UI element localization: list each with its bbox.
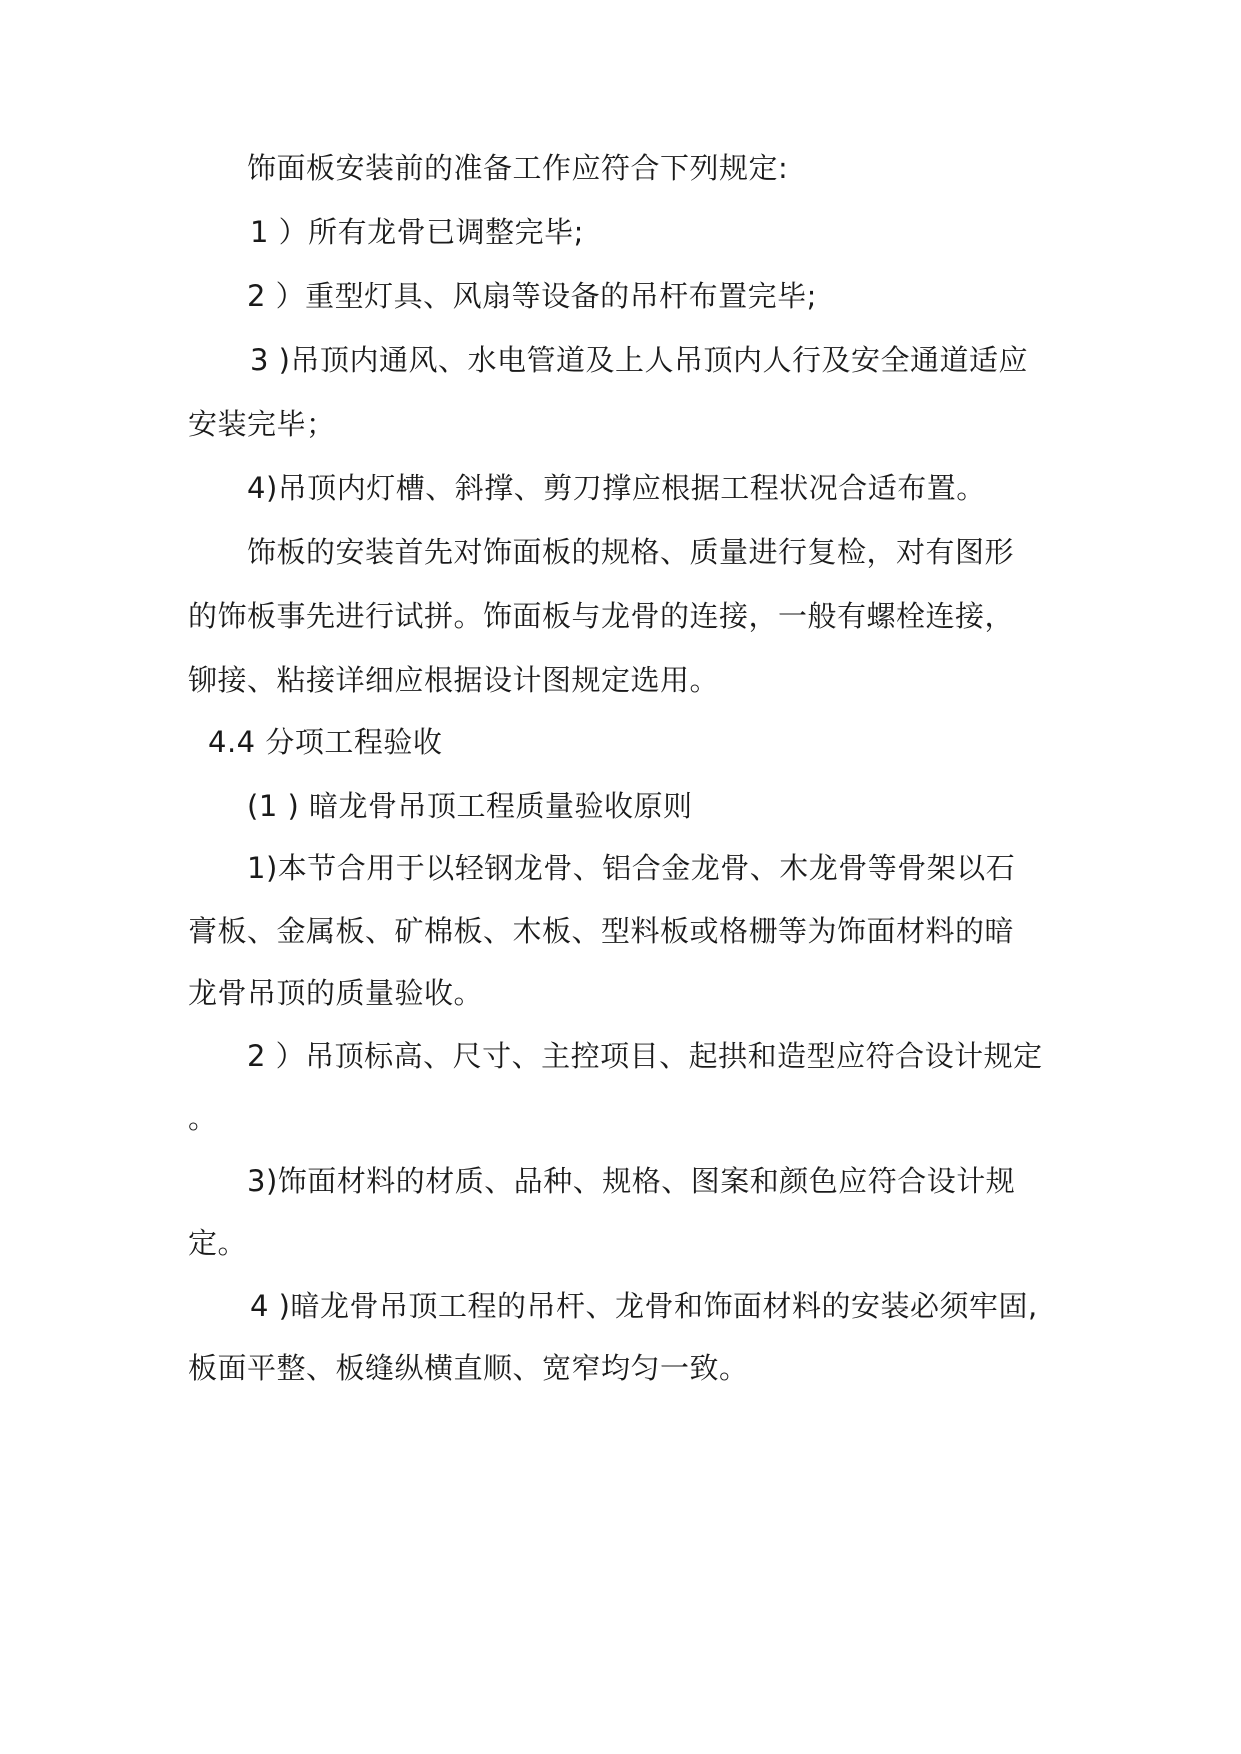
text-line-1: 饰面板安装前的准备工作应符合下列规定: bbox=[247, 151, 789, 185]
text-line-20: 板面平整、板缝纵横直顺、宽窄均匀一致。 bbox=[188, 1351, 749, 1385]
text-line-6: 4)吊顶内灯槽、斜撑、剪刀撑应根据工程状况合适布置。 bbox=[247, 471, 986, 505]
text-line-2: 1 ）所有龙骨已调整完毕; bbox=[250, 215, 584, 249]
text-line-12: 1)本节合用于以轻钢龙骨、铝合金龙骨、木龙骨等骨架以石 bbox=[247, 851, 1016, 885]
text-line-19: 4 )暗龙骨吊顶工程的吊杆、龙骨和饰面材料的安装必须牢固, bbox=[250, 1289, 1038, 1323]
text-line-17: 3)饰面材料的材质、品种、规格、图案和颜色应符合设计规 bbox=[247, 1164, 1016, 1198]
text-line-16: 。 bbox=[188, 1101, 218, 1135]
text-line-9: 铆接、粘接详细应根据设计图规定选用。 bbox=[188, 663, 720, 697]
text-line-14: 龙骨吊顶的质量验收。 bbox=[188, 976, 484, 1010]
text-line-5: 安装完毕； bbox=[188, 407, 336, 441]
text-line-11: (1 ) 暗龙骨吊顶工程质量验收原则 bbox=[247, 789, 693, 823]
section-heading: 4.4 分项工程验收 bbox=[208, 725, 443, 759]
text-line-7: 饰板的安装首先对饰面板的规格、质量进行复检，对有图形 bbox=[247, 535, 1015, 569]
text-line-3: 2 ）重型灯具、风扇等设备的吊杆布置完毕; bbox=[247, 279, 817, 313]
text-line-18: 定。 bbox=[188, 1226, 248, 1260]
text-line-4: 3 )吊顶内通风、水电管道及上人吊顶内人行及安全通道适应 bbox=[250, 343, 1028, 377]
text-line-15: 2 ）吊顶标高、尺寸、主控项目、起拱和造型应符合设计规定 bbox=[247, 1039, 1043, 1073]
text-line-13: 膏板、金属板、矿棉板、木板、型料板或格栅等为饰面材料的暗 bbox=[188, 914, 1015, 948]
text-line-8: 的饰板事先进行试拼。饰面板与龙骨的连接，一般有螺栓连接， bbox=[188, 599, 1015, 633]
